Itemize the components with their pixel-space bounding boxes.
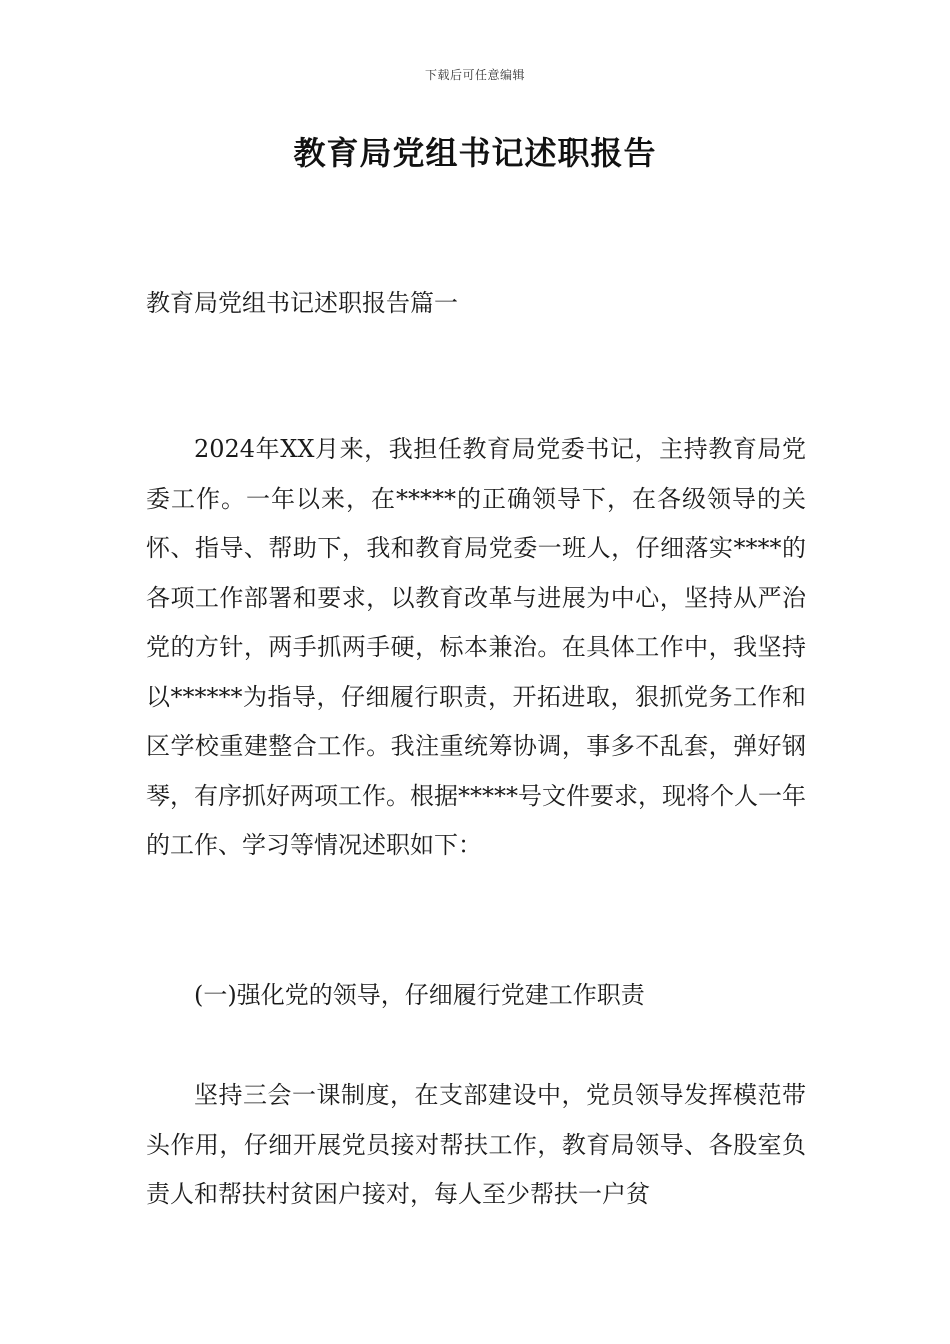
document-title: 教育局党组书记述职报告 [293, 134, 657, 172]
section-heading: 教育局党组书记述职报告篇一 [146, 289, 458, 317]
body-paragraph-1: 2024年XX月来，我担任教育局党委书记，主持教育局党委工作。一年以来，在*****的正确领导下，在各级领导的关怀、指导、帮助下，我和教育局党委一班人，仔细落实****的各项工作部署和要求，以教育改革与进展为中心，坚持从严治党的方针，两手抓两手硬，标本兼治。在具体工作中，我坚持以******为指导，仔细履行职责，开拓进取，狠抓党务工作和区学校重建整合工作。我注重统筹协调，事多不乱套，弹好钢琴，有序抓好两项工作。根据*****号文件要求，现将个人一年的工作、学习等情况述职如下： [146, 435, 806, 859]
subsection-heading: (一)强化党的领导，仔细履行党建工作职责 [194, 981, 645, 1009]
header-note: 下载后可任意编辑 [424, 68, 525, 82]
body-paragraph-2: 坚持三会一课制度，在支部建设中，党员领导发挥模范带头作用，仔细开展党员接对帮扶工作，教育局领导、各股室负责人和帮扶村贫困户接对，每人至少帮扶一户贫 [146, 1081, 806, 1208]
